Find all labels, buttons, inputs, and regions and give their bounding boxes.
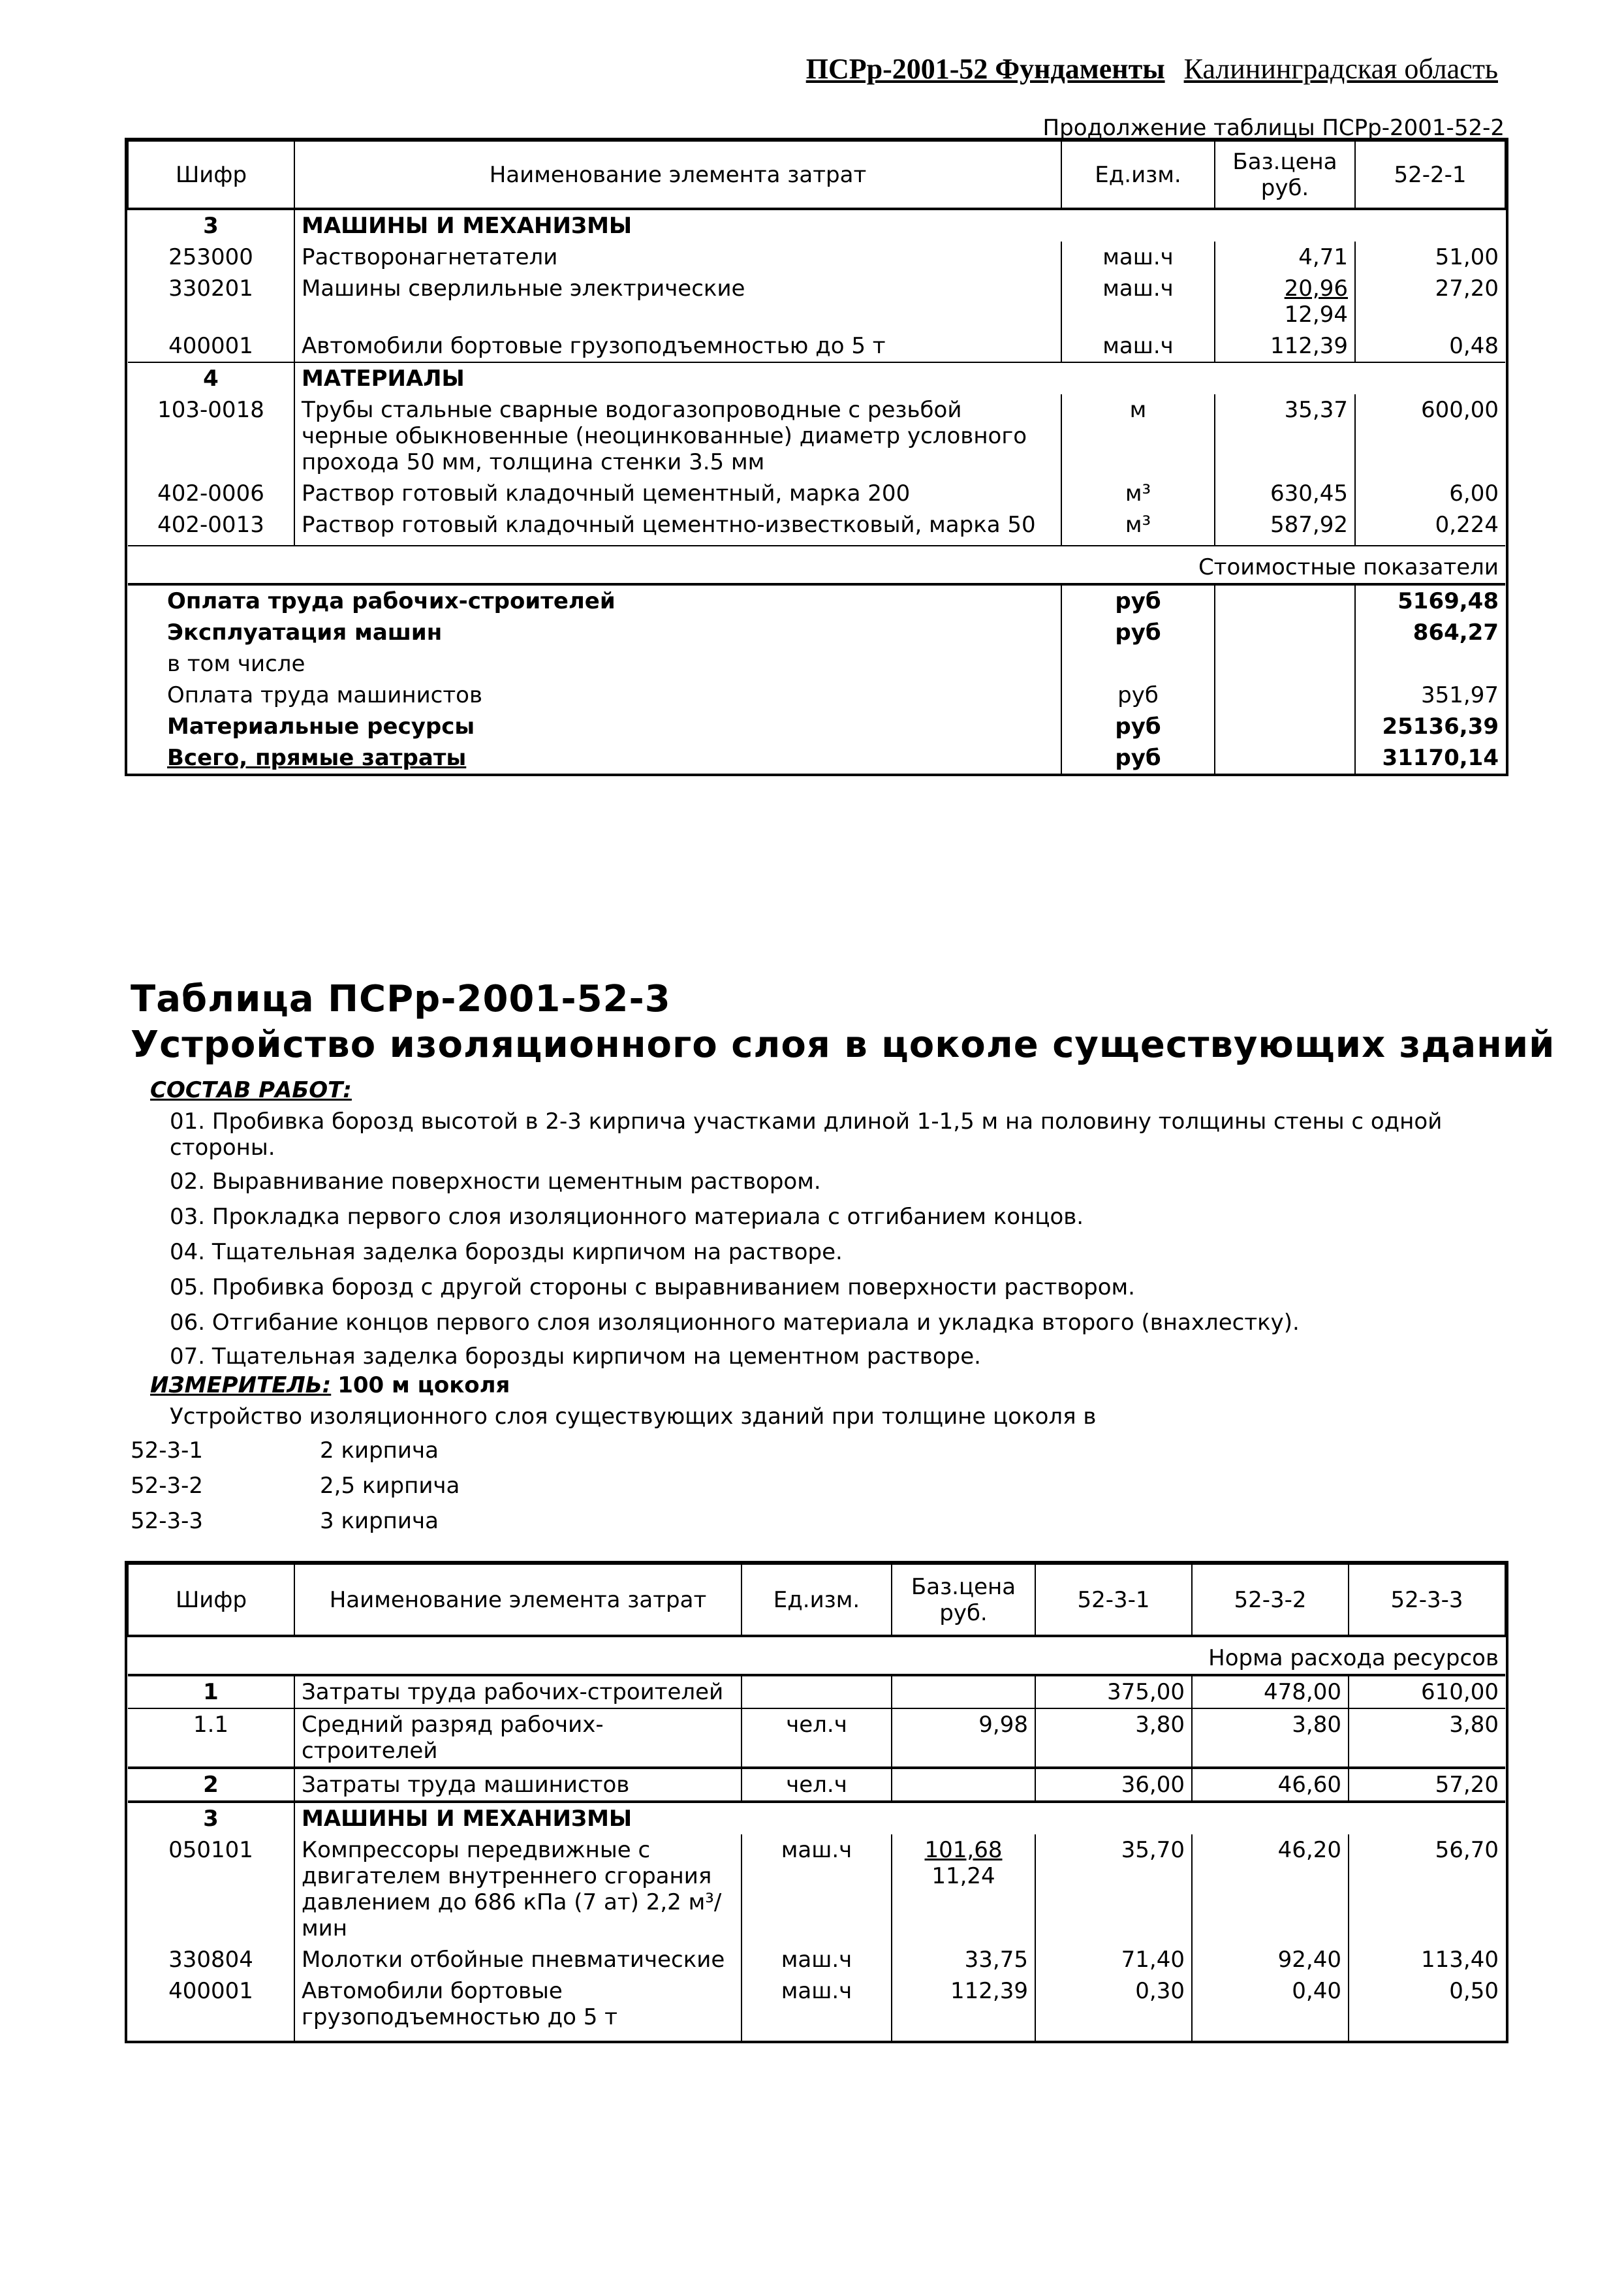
cost-unit: руб: [1061, 742, 1215, 774]
row-code: 253000: [128, 242, 294, 273]
work-item: 04. Тщательная заделка борозды кирпичом на растворе.: [170, 1239, 843, 1265]
cost-row: [128, 617, 1505, 648]
row-code: 330804: [128, 1944, 294, 1975]
row-price: 20,96: [1284, 275, 1348, 302]
row-unit: [742, 1675, 892, 1708]
row-price: 587,92: [1215, 509, 1355, 546]
table-row: [128, 478, 1505, 509]
header-col-52-3-3: 52-3-3: [1349, 1564, 1505, 1636]
cost-unit: руб: [1061, 584, 1215, 617]
row-code: 402-0006: [128, 478, 294, 509]
header-col-52-3-2: 52-3-2: [1192, 1564, 1349, 1636]
row-price: [892, 1768, 1035, 1802]
continuation-caption: Продолжение таблицы ПСРр-2001-52-2: [1042, 115, 1505, 141]
row-unit: м³: [1061, 509, 1215, 546]
table-row: [128, 1944, 1505, 1975]
cost-unit: руб: [1061, 680, 1215, 711]
cost-value: 864,27: [1413, 620, 1499, 646]
row-value-2: 3,80: [1192, 1708, 1349, 1768]
section-row: [128, 209, 1505, 242]
row-value-3: 3,80: [1449, 1712, 1499, 1738]
section-title: МАШИНЫ И МЕХАНИЗМЫ: [302, 1806, 632, 1832]
row-value: 0,48: [1449, 333, 1499, 359]
header-code: Шифр: [128, 1564, 294, 1636]
cost-unit: руб: [1061, 711, 1215, 742]
table-row: [128, 1834, 1505, 1944]
row-price-secondary: 12,94: [1284, 302, 1348, 328]
row-value: 600,00: [1421, 397, 1499, 423]
cost-row: [128, 584, 1505, 617]
variant-description: 3 кирпича: [320, 1508, 439, 1534]
row-value: 27,20: [1435, 275, 1499, 302]
table-row: [128, 1975, 1505, 2041]
row-unit: маш.ч: [1061, 273, 1215, 330]
section-number: 3: [128, 1802, 294, 1834]
row-value-3: 610,00: [1421, 1679, 1499, 1705]
variant-code: 52-3-3: [131, 1508, 204, 1534]
table-row: [128, 1768, 1505, 1802]
row-name: Молотки отбойные пневматические: [294, 1944, 742, 1975]
cost-row: [128, 742, 1505, 774]
row-code: 402-0013: [128, 509, 294, 546]
cost-row: [128, 648, 1505, 680]
row-unit: м³: [1061, 478, 1215, 509]
row-name: Затраты труда машинистов: [294, 1768, 742, 1802]
row-name: Растворонагнетатели: [294, 242, 1061, 273]
row-unit: чел.ч: [742, 1768, 892, 1802]
document-code-title: ПСРр-2001-52 Фундаменты: [805, 53, 1165, 85]
row-name: Машины сверлильные электрические: [294, 273, 1061, 330]
row-code: 400001: [128, 330, 294, 362]
section-number: 4: [128, 362, 294, 394]
row-value-2: 46,60: [1192, 1768, 1349, 1802]
table-row: [128, 509, 1505, 546]
table-row: [128, 1675, 1505, 1708]
row-value-3: 56,70: [1435, 1837, 1499, 1863]
work-item: 06. Отгибание концов первого слоя изоляционного материала и укладка второго (внахлестку).: [170, 1310, 1300, 1336]
row-code: 330201: [128, 273, 294, 330]
row-value-2: 478,00: [1192, 1675, 1349, 1708]
row-value: 6,00: [1449, 480, 1499, 507]
cost-empty: [1215, 742, 1355, 774]
table-row: [128, 330, 1505, 362]
row-name: Затраты труда рабочих-строителей: [294, 1675, 742, 1708]
cost-label: в том числе: [128, 648, 1061, 680]
row-value-1: 3,80: [1035, 1708, 1192, 1768]
row-price: 35,37: [1215, 394, 1355, 478]
section-number: 3: [128, 209, 294, 242]
variant-description: 2,5 кирпича: [320, 1473, 460, 1499]
header-name: Наименование элемента затрат: [294, 141, 1061, 209]
cost-empty: [1215, 584, 1355, 617]
cost-caption-row: [128, 546, 1505, 584]
measure-label: ИЗМЕРИТЕЛЬ:: [150, 1372, 332, 1398]
row-unit: м: [1061, 394, 1215, 478]
section-title: МАТЕРИАЛЫ: [302, 366, 465, 392]
row-unit: маш.ч: [742, 1834, 892, 1944]
page-header: [780, 52, 1498, 86]
row-name: Раствор готовый кладочный цементно-известковый, марка 50: [294, 509, 1061, 546]
table-row: [128, 242, 1505, 273]
header-price: Баз.цена руб.: [892, 1564, 1035, 1636]
measure-value: 100 м цоколя: [337, 1372, 510, 1398]
header-col-52-3-1: 52-3-1: [1035, 1564, 1192, 1636]
work-item: 05. Пробивка борозд с другой стороны с выравниванием поверхности раствором.: [170, 1274, 1135, 1300]
row-value: 0,224: [1435, 512, 1499, 538]
row-name: Средний разряд рабочих-строителей: [294, 1708, 742, 1768]
region-name: Калининградская область: [1183, 53, 1498, 85]
row-value-2: 92,40: [1192, 1944, 1349, 1975]
table-header-row: [128, 1564, 1505, 1636]
header-code: Шифр: [128, 141, 294, 209]
variant-code: 52-3-2: [131, 1473, 204, 1499]
variant-description: 2 кирпича: [320, 1437, 439, 1464]
row-price-cell: [1215, 273, 1355, 330]
cost-label: Оплата труда машинистов: [128, 680, 1061, 711]
section-row: [128, 362, 1505, 394]
row-price-secondary: 11,24: [931, 1863, 995, 1889]
cost-empty: [1215, 648, 1355, 680]
table-row: [128, 394, 1505, 478]
row-value-1: 71,40: [1035, 1944, 1192, 1975]
row-code: 050101: [128, 1834, 294, 1944]
cost-unit: [1061, 648, 1215, 680]
work-item: 02. Выравнивание поверхности цементным раствором.: [170, 1169, 821, 1195]
cost-label: Эксплуатация машин: [128, 617, 1061, 648]
row-code: 2: [128, 1768, 294, 1802]
row-name: Раствор готовый кладочный цементный, марка 200: [294, 478, 1061, 509]
row-code: 103-0018: [128, 394, 294, 478]
row-unit: маш.ч: [1061, 330, 1215, 362]
header-unit: Ед.изм.: [742, 1564, 892, 1636]
cost-empty: [1215, 711, 1355, 742]
cost-unit: руб: [1061, 617, 1215, 648]
row-code: 1.1: [128, 1708, 294, 1768]
row-unit: маш.ч: [742, 1975, 892, 2041]
measure-description: Устройство изоляционного слоя существующих зданий при толщине цоколя в: [170, 1404, 1097, 1430]
works-label: СОСТАВ РАБОТ:: [150, 1077, 352, 1103]
row-value-1: 36,00: [1035, 1768, 1192, 1802]
header-unit: Ед.изм.: [1061, 141, 1215, 209]
row-price: [892, 1675, 1035, 1708]
row-price: 4,71: [1215, 242, 1355, 273]
header-col-52-2-1: 52-2-1: [1355, 141, 1505, 209]
table-row: [128, 1708, 1505, 1768]
row-name: Компрессоры передвижные с двигателем внутреннего сгорания давлением до 686 кПа (7 ат) 2,2 м³/мин: [294, 1834, 742, 1944]
row-value-1: 375,00: [1035, 1675, 1192, 1708]
row-value-3: 57,20: [1435, 1772, 1499, 1798]
row-unit: маш.ч: [1061, 242, 1215, 273]
table-row: [128, 273, 1505, 330]
row-value-2: 46,20: [1192, 1834, 1349, 1944]
cost-value: 5169,48: [1398, 588, 1499, 614]
header-price: Баз.цена руб.: [1215, 141, 1355, 209]
row-price: 33,75: [892, 1944, 1035, 1975]
cost-value: 31170,14: [1382, 745, 1499, 771]
row-price: 101,68: [924, 1837, 1003, 1863]
row-value-1: 0,30: [1035, 1975, 1192, 2041]
cost-empty: [1215, 680, 1355, 711]
cost-value: 25136,39: [1382, 714, 1499, 740]
table-header-row: [128, 141, 1505, 209]
row-value-2: 0,40: [1192, 1975, 1349, 2041]
cost-row: [128, 711, 1505, 742]
row-value-3: 0,50: [1449, 1978, 1499, 2004]
row-price: 112,39: [1215, 330, 1355, 362]
work-item: 07. Тщательная заделка борозды кирпичом на цементном растворе.: [170, 1343, 981, 1370]
variant-code: 52-3-1: [131, 1437, 204, 1464]
cost-label: Материальные ресурсы: [128, 711, 1061, 742]
row-name: Автомобили бортовые грузоподъемностью до 5 т: [294, 330, 1061, 362]
header-name: Наименование элемента затрат: [294, 1564, 742, 1636]
row-value: 51,00: [1435, 244, 1499, 270]
table-subtitle: Устройство изоляционного слоя в цоколе существующих зданий: [131, 1024, 1555, 1066]
row-code: 400001: [128, 1975, 294, 2041]
row-unit: маш.ч: [742, 1944, 892, 1975]
section-title: МАШИНЫ И МЕХАНИЗМЫ: [302, 213, 632, 239]
cost-value: 351,97: [1421, 682, 1499, 708]
row-price: 630,45: [1215, 478, 1355, 509]
section-row: [128, 1802, 1505, 1834]
row-price: 112,39: [892, 1975, 1035, 2041]
cost-caption: Стоимостные показатели: [1198, 554, 1499, 580]
cost-value: [1355, 648, 1505, 680]
row-name: Трубы стальные сварные водогазопроводные с резьбой черные обыкновенные (неоцинкованные) диаметр условного прохода 50 мм, толщина стенки 3.5 мм: [294, 394, 1061, 478]
work-item: 03. Прокладка первого слоя изоляционного материала с отгибанием концов.: [170, 1204, 1084, 1230]
table-52-3: [127, 1563, 1506, 2041]
row-value-1: 35,70: [1035, 1834, 1192, 1944]
row-unit: чел.ч: [742, 1708, 892, 1768]
row-value-3: 113,40: [1421, 1947, 1499, 1973]
work-item: 01. Пробивка борозд высотой в 2-3 кирпича участками длиной 1-1,5 м на половину толщины стены с одной стороны.: [170, 1108, 1443, 1161]
norm-caption: Норма расхода ресурсов: [1208, 1645, 1499, 1671]
cost-empty: [1215, 617, 1355, 648]
row-code: 1: [128, 1675, 294, 1708]
cost-row: [128, 680, 1505, 711]
row-name: Автомобили бортовые грузоподъемностью до 5 т: [294, 1975, 742, 2041]
row-price-cell: [892, 1834, 1035, 1944]
cost-label: Оплата труда рабочих-строителей: [128, 584, 1061, 617]
cost-label: Всего, прямые затраты: [128, 742, 1061, 774]
row-price: 9,98: [892, 1708, 1035, 1768]
table-title: Таблица ПСРр-2001-52-3: [131, 978, 671, 1020]
measure-line: [150, 1372, 510, 1398]
table-52-2-continuation: [127, 140, 1506, 774]
norm-caption-row: [128, 1636, 1505, 1675]
